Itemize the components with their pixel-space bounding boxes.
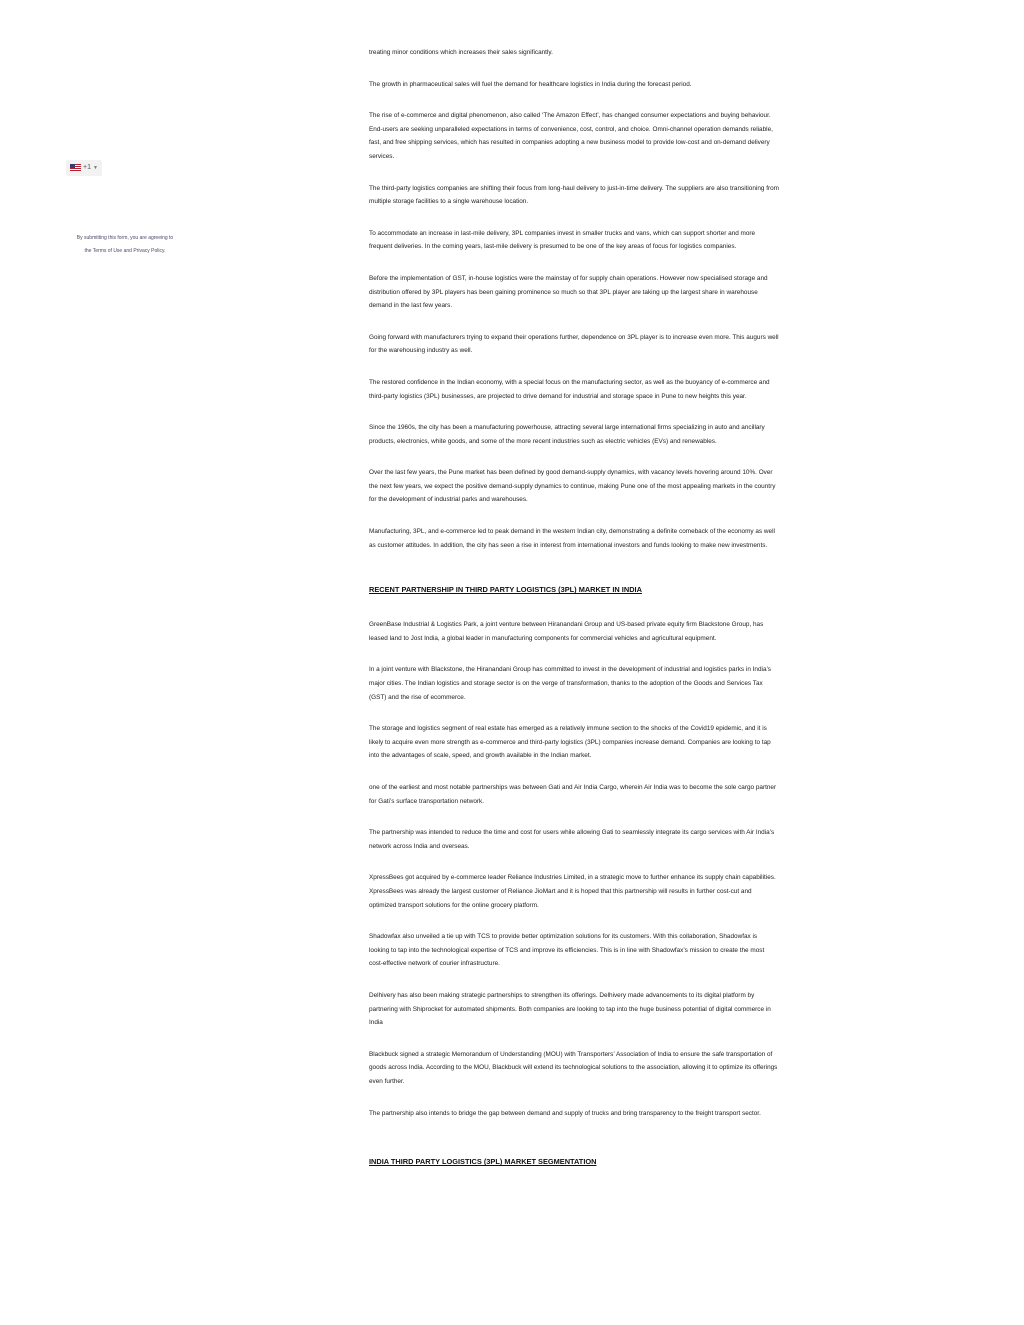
paragraph: GreenBase Industrial & Logistics Park, a joint venture between Hiranandani Group and US-based private equity firm Blackstone Group, has leased land to Jost India, a global leader in manufacturing components for commercial vehicles and agricultural equipment. xyxy=(369,621,764,642)
country-code-select[interactable] xyxy=(66,160,102,176)
paragraph: Before the implementation of GST, in-house logistics were the mainstay of for supply chain operations. However now specialised storage and distribution offered by 3PL players has been gaining prominence so much so that 3PL player are taking up the largest share in warehouse demand in the last few years. xyxy=(369,274,768,310)
article-body xyxy=(369,46,779,1168)
paragraph: The growth in pharmaceutical sales will fuel the demand for healthcare logistics in India during the forecast period. xyxy=(369,80,692,88)
paragraph: The rise of e-commerce and digital phenomenon, also called ‘The Amazon Effect’, has changed consumer expectations and buying behaviour. End-users are seeking unparalleled expectations in terms of convenience, cost, control, and choice. Omni-channel operation demands reliable, fast, and free shipping services, which has resulted in companies adopting a new business model to provide low-cost and on-demand delivery services. xyxy=(369,112,773,160)
paragraph: The storage and logistics segment of real estate has emerged as a relatively immune section to the shocks of the Covid19 epidemic, and it is likely to acquire even more strength as e-commerce and third-party logistics (3PL) companies increase demand. Companies are looking to tap into the advantages of scale, speed, and growth available in the Indian market. xyxy=(369,725,771,760)
consent-text xyxy=(60,232,190,258)
caret-down-icon: ▼ xyxy=(92,164,98,171)
paragraph: treating minor conditions which increases their sales significantly. xyxy=(369,49,553,56)
phone-prefix-label: +1 xyxy=(83,164,91,171)
paragraph: XpressBees got acquired by e-commerce leader Reliance Industries Limited, in a strategic move to further enhance its supply chain capabilities. XpressBees was already the largest customer of Reliance JioMart and it is hoped that this partnership will results in further cost-cut and optimized transport solutions for the online grocery platform. xyxy=(369,874,776,909)
paragraph: Manufacturing, 3PL, and e-commerce led to peak demand in the western Indian city, demonstrating a definite comeback of the economy as well as customer attitudes. In addition, the city has seen a rise in interest from international investors and funds looking to make new investments. xyxy=(369,528,775,549)
us-flag-icon xyxy=(70,164,81,171)
paragraph: one of the earliest and most notable partnerships was between Gati and Air India Cargo, wherein Air India was to become the sole cargo partner for Gati’s surface transportation network. xyxy=(369,784,777,805)
consent-line-1: By submitting this form, you are agreeing to xyxy=(76,235,174,241)
paragraph: Delhivery has also been making strategic partnerships to strengthen its offerings. Delhivery made advancements to its digital platform by partnering with Shiprocket for automated shipments. Both companies are looking to tap into the huge business potential of digital commerce in India xyxy=(369,991,771,1027)
form-sidebar xyxy=(60,158,210,258)
section-heading-segmentation: INDIA THIRD PARTY LOGISTICS (3PL) MARKET SEGMENTATION xyxy=(369,1157,597,1167)
paragraph: Since the 1960s, the city has been a manufacturing powerhouse, attracting several large international firms specializing in auto and ancillary products, electronics, white goods, and some of the more recent industries such as electric vehicles (EVs) and renewables. xyxy=(369,424,765,445)
paragraph: To accommodate an increase in last-mile delivery, 3PL companies invest in smaller trucks and vans, which can support shorter and more frequent deliveries. In the coming years, last-mile delivery is presumed to be one of the key areas of focus for logistics companies. xyxy=(369,229,756,251)
paragraph: Blackbuck signed a strategic Memorandum of Understanding (MOU) with Transporters’ Association of India to ensure the safe transportation of goods across India. According to the MOU, Blackbuck will extend its technological solutions to the association, allowing it to optimize its offerings even further. xyxy=(369,1050,778,1085)
paragraph: The third-party logistics companies are shifting their focus from long-haul delivery to just-in-time delivery. The suppliers are also transitioning from multiple storage facilities to a single warehouse location. xyxy=(369,184,780,206)
consent-line-2: the Terms of Use and Privacy Policy. xyxy=(84,248,166,254)
paragraph: Shadowfax also unveiled a tie up with TCS to provide better optimization solutions for its customers. With this collaboration, Shadowfax is looking to tap into the technological expertise of TCS and improve its efficiencies. This is in line with Shadowfax’s mission to create the most cost-effective network of courier infrastructure. xyxy=(369,933,765,968)
paragraph: Going forward with manufacturers trying to expand their operations further, dependence on 3PL player is to increase even more. This augurs well for the warehousing industry as well. xyxy=(369,333,779,355)
paragraph: In a joint venture with Blackstone, the Hiranandani Group has committed to invest in the development of industrial and logistics parks in India’s major cities. The Indian logistics and storage sector is on the verge of transformation, thanks to the adoption of the Goods and Services Tax (GST) and the rise of ecommerce. xyxy=(369,666,772,701)
paragraph: Over the last few years, the Pune market has been defined by good demand-supply dynamics, with vacancy levels hovering around 10%. Over the next few years, we expect the positive demand-supply dynamics to continue, making Pune one of the most appealing markets in the country for the development of industrial parks and warehouses. xyxy=(369,469,776,504)
section-heading-partnership: RECENT PARTNERSHIP IN THIRD PARTY LOGISTICS (3PL) MARKET IN INDIA xyxy=(369,585,642,595)
paragraph: The restored confidence in the Indian economy, with a special focus on the manufacturing sector, as well as the buoyancy of e-commerce and third-party logistics (3PL) businesses, are projected to drive demand for industrial and storage space in Pune to new heights this year. xyxy=(369,378,770,400)
paragraph: The partnership also intends to bridge the gap between demand and supply of trucks and bring transparency to the freight transport sector. xyxy=(369,1109,761,1117)
paragraph: The partnership was intended to reduce the time and cost for users while allowing Gati to seamlessly integrate its cargo services with Air India’s network across India and overseas. xyxy=(369,829,775,850)
